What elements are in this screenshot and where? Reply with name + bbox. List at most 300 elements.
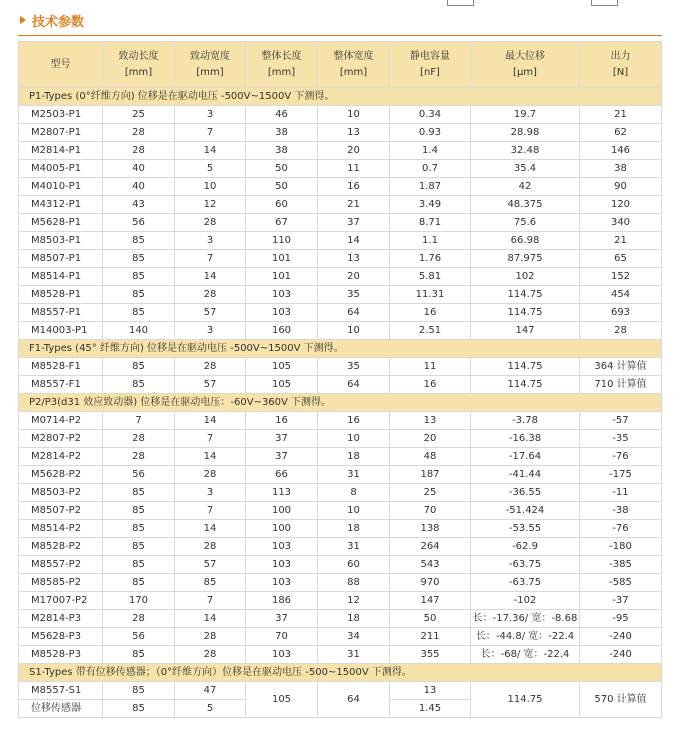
column-header: 静电容量 [nF]	[390, 42, 471, 88]
cell: -16.38	[471, 430, 580, 448]
table-row	[19, 214, 662, 232]
cell: 454	[580, 286, 662, 304]
cell: 1.1	[390, 232, 471, 250]
cell: 14	[175, 610, 246, 628]
cell: 12	[175, 196, 246, 214]
cell: -385	[580, 556, 662, 574]
cell: 85	[103, 376, 175, 394]
cell: 13	[390, 682, 471, 700]
cell: 16	[246, 412, 318, 430]
cell: -38	[580, 502, 662, 520]
cell: 1.45	[390, 700, 471, 718]
model-cell: M8585-P2	[19, 574, 103, 592]
cell: 14	[175, 448, 246, 466]
cell: 5	[175, 700, 246, 718]
cell: 570 计算值	[580, 682, 662, 718]
cell: 28	[103, 610, 175, 628]
cell: 103	[246, 286, 318, 304]
cell: 5.81	[390, 268, 471, 286]
cell: 38	[580, 160, 662, 178]
cell: 31	[318, 646, 390, 664]
group-title: P2/P3(d31 效应致动器) 位移是在驱动电压：-60V~360V 下测得。	[19, 394, 662, 412]
column-header: 型号	[19, 42, 103, 88]
cell: 31	[318, 538, 390, 556]
cell: -180	[580, 538, 662, 556]
cell: 47	[175, 682, 246, 700]
cell: 57	[175, 556, 246, 574]
table-row	[19, 142, 662, 160]
table-row	[19, 160, 662, 178]
cell: -240	[580, 646, 662, 664]
column-header: 整体长度 [mm]	[246, 42, 318, 88]
cell: -37	[580, 592, 662, 610]
cell: 70	[246, 628, 318, 646]
dimension-mark	[447, 0, 474, 6]
cell: 57	[175, 304, 246, 322]
cell: 101	[246, 250, 318, 268]
table-row	[19, 250, 662, 268]
cell: 37	[246, 610, 318, 628]
group-title: S1-Types 带有位移传感器；（0°纤维方向）位移是在驱动电压 -500~1500V 下测得。	[19, 664, 662, 682]
cell: 970	[390, 574, 471, 592]
cell: 120	[580, 196, 662, 214]
table-row	[19, 574, 662, 592]
cell: 7	[175, 430, 246, 448]
cell: 85	[103, 556, 175, 574]
model-cell: M2814-P1	[19, 142, 103, 160]
cell: -63.75	[471, 574, 580, 592]
cell: 35	[318, 358, 390, 376]
column-header: 致动宽度 [mm]	[175, 42, 246, 88]
table-row	[19, 682, 662, 700]
spec-table	[18, 41, 662, 718]
table-row	[19, 610, 662, 628]
cell: 64	[318, 682, 390, 718]
table-row	[19, 628, 662, 646]
cell: 37	[246, 430, 318, 448]
model-cell: M2807-P2	[19, 430, 103, 448]
title-divider	[18, 35, 662, 36]
cell: 65	[580, 250, 662, 268]
cell: 75.6	[471, 214, 580, 232]
model-cell: M8528-P2	[19, 538, 103, 556]
cell: 3	[175, 106, 246, 124]
model-cell: M8528-F1	[19, 358, 103, 376]
model-cell: M2814-P3	[19, 610, 103, 628]
cell: 1.4	[390, 142, 471, 160]
cell: -51.424	[471, 502, 580, 520]
table-row	[19, 286, 662, 304]
table-row	[19, 484, 662, 502]
cell: 85	[103, 700, 175, 718]
cell: 146	[580, 142, 662, 160]
cell: 28	[103, 448, 175, 466]
cell: 114.75	[471, 358, 580, 376]
model-cell: M8557-P2	[19, 556, 103, 574]
cell: 101	[246, 268, 318, 286]
cell: -95	[580, 610, 662, 628]
cell: 147	[390, 592, 471, 610]
cell: 28	[175, 358, 246, 376]
group-header-row	[19, 394, 662, 412]
model-cell: M8507-P1	[19, 250, 103, 268]
cell: 38	[246, 142, 318, 160]
cell: 170	[103, 592, 175, 610]
table-row	[19, 268, 662, 286]
cell: 7	[103, 412, 175, 430]
cell: 0.93	[390, 124, 471, 142]
cell: 85	[103, 520, 175, 538]
cell: 7	[175, 250, 246, 268]
cell: 0.7	[390, 160, 471, 178]
cell: 16	[390, 376, 471, 394]
cell: 40	[103, 160, 175, 178]
cell: 64	[318, 376, 390, 394]
cell: 364 计算值	[580, 358, 662, 376]
table-row	[19, 538, 662, 556]
model-cell: M4010-P1	[19, 178, 103, 196]
cell: 64	[318, 304, 390, 322]
cell: 85	[103, 358, 175, 376]
cell: 85	[103, 538, 175, 556]
cell: 11.31	[390, 286, 471, 304]
table-row	[19, 466, 662, 484]
cell: 105	[246, 376, 318, 394]
model-cell: M0714-P2	[19, 412, 103, 430]
model-cell: M4005-P1	[19, 160, 103, 178]
table-row	[19, 556, 662, 574]
cell: 16	[390, 304, 471, 322]
cell: 103	[246, 538, 318, 556]
cell: 21	[318, 196, 390, 214]
cell: 14	[175, 520, 246, 538]
cell: -63.75	[471, 556, 580, 574]
cell: 28	[103, 124, 175, 142]
model-cell: M5628-P1	[19, 214, 103, 232]
model-cell: M8528-P3	[19, 646, 103, 664]
table-row	[19, 430, 662, 448]
cell: 85	[103, 250, 175, 268]
cell: 85	[103, 304, 175, 322]
cell: 103	[246, 646, 318, 664]
cell: 18	[318, 520, 390, 538]
table-row	[19, 196, 662, 214]
cell: 56	[103, 214, 175, 232]
group-header-row	[19, 88, 662, 106]
model-cell: M2807-P1	[19, 124, 103, 142]
cell: 14	[318, 232, 390, 250]
model-cell: M8514-P1	[19, 268, 103, 286]
cell: -62.9	[471, 538, 580, 556]
cell: 43	[103, 196, 175, 214]
table-row	[19, 592, 662, 610]
cell: 48.375	[471, 196, 580, 214]
cell: 28.98	[471, 124, 580, 142]
cell: 264	[390, 538, 471, 556]
cell: 25	[103, 106, 175, 124]
cell: 60	[318, 556, 390, 574]
column-header: 出力 [N]	[580, 42, 662, 88]
cell: -35	[580, 430, 662, 448]
table-row	[19, 646, 662, 664]
table-row	[19, 304, 662, 322]
model-cell: M8503-P2	[19, 484, 103, 502]
cell: 50	[390, 610, 471, 628]
cell: 186	[246, 592, 318, 610]
cell: 211	[390, 628, 471, 646]
cell: -53.55	[471, 520, 580, 538]
cell: 28	[103, 142, 175, 160]
top-marks	[0, 0, 684, 8]
cell: 20	[318, 142, 390, 160]
section-title	[20, 10, 84, 30]
triangle-bullet-icon	[20, 16, 26, 24]
cell: 8.71	[390, 214, 471, 232]
cell: 28	[103, 430, 175, 448]
model-cell: M17007-P2	[19, 592, 103, 610]
cell: 46	[246, 106, 318, 124]
cell: 187	[390, 466, 471, 484]
cell: 10	[318, 322, 390, 340]
cell: 长：-17.36/ 宽：-8.68	[471, 610, 580, 628]
cell: 28	[580, 322, 662, 340]
model-cell: M2503-P1	[19, 106, 103, 124]
cell: 48	[390, 448, 471, 466]
cell: 113	[246, 484, 318, 502]
cell: 20	[318, 268, 390, 286]
cell: 693	[580, 304, 662, 322]
model-cell: M14003-P1	[19, 322, 103, 340]
cell: 10	[318, 106, 390, 124]
cell: 87.975	[471, 250, 580, 268]
cell: 16	[318, 412, 390, 430]
cell: 21	[580, 232, 662, 250]
cell: 85	[175, 574, 246, 592]
cell: 114.75	[471, 304, 580, 322]
cell: 66	[246, 466, 318, 484]
table-row	[19, 106, 662, 124]
cell: 85	[103, 268, 175, 286]
table-row	[19, 322, 662, 340]
table-body	[19, 88, 662, 718]
cell: 88	[318, 574, 390, 592]
cell: 10	[318, 502, 390, 520]
cell: 62	[580, 124, 662, 142]
cell: 长：-68/ 宽：-22.4	[471, 646, 580, 664]
cell: 32.48	[471, 142, 580, 160]
cell: 3.49	[390, 196, 471, 214]
cell: 1.87	[390, 178, 471, 196]
table-row	[19, 358, 662, 376]
cell: 31	[318, 466, 390, 484]
table-row	[19, 376, 662, 394]
model-cell: M4312-P1	[19, 196, 103, 214]
group-header-row	[19, 340, 662, 358]
cell: 7	[175, 502, 246, 520]
cell: 57	[175, 376, 246, 394]
cell: 21	[580, 106, 662, 124]
cell: 0.34	[390, 106, 471, 124]
cell: 105	[246, 358, 318, 376]
cell: 114.75	[471, 286, 580, 304]
cell: -175	[580, 466, 662, 484]
cell: 28	[175, 466, 246, 484]
cell: 42	[471, 178, 580, 196]
cell: 56	[103, 466, 175, 484]
model-cell: M5628-P3	[19, 628, 103, 646]
cell: 10	[175, 178, 246, 196]
model-cell: M8503-P1	[19, 232, 103, 250]
cell: 28	[175, 646, 246, 664]
cell: 710 计算值	[580, 376, 662, 394]
cell: 56	[103, 628, 175, 646]
cell: 35	[318, 286, 390, 304]
model-cell: M8514-P2	[19, 520, 103, 538]
cell: -585	[580, 574, 662, 592]
cell: 7	[175, 124, 246, 142]
cell: 3	[175, 322, 246, 340]
cell: -102	[471, 592, 580, 610]
model-cell: M2814-P2	[19, 448, 103, 466]
cell: -76	[580, 448, 662, 466]
cell: 28	[175, 286, 246, 304]
model-cell: M8507-P2	[19, 502, 103, 520]
cell: 3	[175, 484, 246, 502]
cell: 8	[318, 484, 390, 502]
cell: 85	[103, 574, 175, 592]
cell: 100	[246, 502, 318, 520]
cell: -41.44	[471, 466, 580, 484]
cell: 11	[390, 358, 471, 376]
section-title-text: 技术参数	[32, 14, 85, 30]
cell: 140	[103, 322, 175, 340]
cell: 16	[318, 178, 390, 196]
cell: 14	[175, 412, 246, 430]
cell: 103	[246, 304, 318, 322]
cell: 5	[175, 160, 246, 178]
table-row	[19, 178, 662, 196]
cell: 长：-44.8/ 宽：-22.4	[471, 628, 580, 646]
table-row	[19, 448, 662, 466]
model-cell: M8557-S1	[19, 682, 103, 700]
model-cell: M8557-P1	[19, 304, 103, 322]
cell: 50	[246, 178, 318, 196]
cell: 85	[103, 646, 175, 664]
cell: 20	[390, 430, 471, 448]
cell: 28	[175, 214, 246, 232]
cell: 3	[175, 232, 246, 250]
group-title: P1-Types (0°纤维方向) 位移是在驱动电压 -500V~1500V 下测得。	[19, 88, 662, 106]
cell: 543	[390, 556, 471, 574]
cell: -36.55	[471, 484, 580, 502]
cell: -57	[580, 412, 662, 430]
cell: 114.75	[471, 376, 580, 394]
cell: 25	[390, 484, 471, 502]
table-row	[19, 124, 662, 142]
cell: 13	[390, 412, 471, 430]
cell: 70	[390, 502, 471, 520]
cell: 11	[318, 160, 390, 178]
cell: 35.4	[471, 160, 580, 178]
cell: 160	[246, 322, 318, 340]
cell: 50	[246, 160, 318, 178]
cell: 1.76	[390, 250, 471, 268]
cell: 2.51	[390, 322, 471, 340]
cell: 28	[175, 538, 246, 556]
cell: 114.75	[471, 682, 580, 718]
cell: 34	[318, 628, 390, 646]
model-cell: M8528-P1	[19, 286, 103, 304]
cell: 85	[103, 232, 175, 250]
cell: 103	[246, 556, 318, 574]
cell: 85	[103, 484, 175, 502]
table-row	[19, 412, 662, 430]
cell: 138	[390, 520, 471, 538]
cell: 67	[246, 214, 318, 232]
group-title: F1-Types (45° 纤维方向) 位移是在驱动电压 -500V~1500V 下测得。	[19, 340, 662, 358]
cell: 85	[103, 682, 175, 700]
column-header: 致动长度 [mm]	[103, 42, 175, 88]
cell: 103	[246, 574, 318, 592]
table-row	[19, 232, 662, 250]
cell: 37	[318, 214, 390, 232]
cell: 152	[580, 268, 662, 286]
table-header	[19, 42, 662, 88]
cell: 18	[318, 448, 390, 466]
cell: 110	[246, 232, 318, 250]
cell: -17.64	[471, 448, 580, 466]
cell: 90	[580, 178, 662, 196]
model-cell: M8557-F1	[19, 376, 103, 394]
model-cell: M5628-P2	[19, 466, 103, 484]
cell: 147	[471, 322, 580, 340]
cell: 19.7	[471, 106, 580, 124]
cell: 38	[246, 124, 318, 142]
cell: 60	[246, 196, 318, 214]
cell: 340	[580, 214, 662, 232]
cell: 13	[318, 124, 390, 142]
cell: 85	[103, 286, 175, 304]
cell: 66.98	[471, 232, 580, 250]
column-header: 最大位移 [μm]	[471, 42, 580, 88]
column-header: 整体宽度 [mm]	[318, 42, 390, 88]
dimension-mark	[591, 0, 618, 6]
cell: -240	[580, 628, 662, 646]
cell: 13	[318, 250, 390, 268]
cell: 7	[175, 592, 246, 610]
cell: 14	[175, 142, 246, 160]
cell: 355	[390, 646, 471, 664]
cell: 85	[103, 502, 175, 520]
table-row	[19, 502, 662, 520]
cell: 105	[246, 682, 318, 718]
cell: 37	[246, 448, 318, 466]
group-header-row	[19, 664, 662, 682]
cell: 12	[318, 592, 390, 610]
cell: 28	[175, 628, 246, 646]
cell: 10	[318, 430, 390, 448]
cell: -76	[580, 520, 662, 538]
model-cell: 位移传感器	[19, 700, 103, 718]
cell: 14	[175, 268, 246, 286]
cell: 18	[318, 610, 390, 628]
cell: 40	[103, 178, 175, 196]
cell: -3.78	[471, 412, 580, 430]
cell: 100	[246, 520, 318, 538]
cell: -11	[580, 484, 662, 502]
cell: 102	[471, 268, 580, 286]
table-row	[19, 520, 662, 538]
